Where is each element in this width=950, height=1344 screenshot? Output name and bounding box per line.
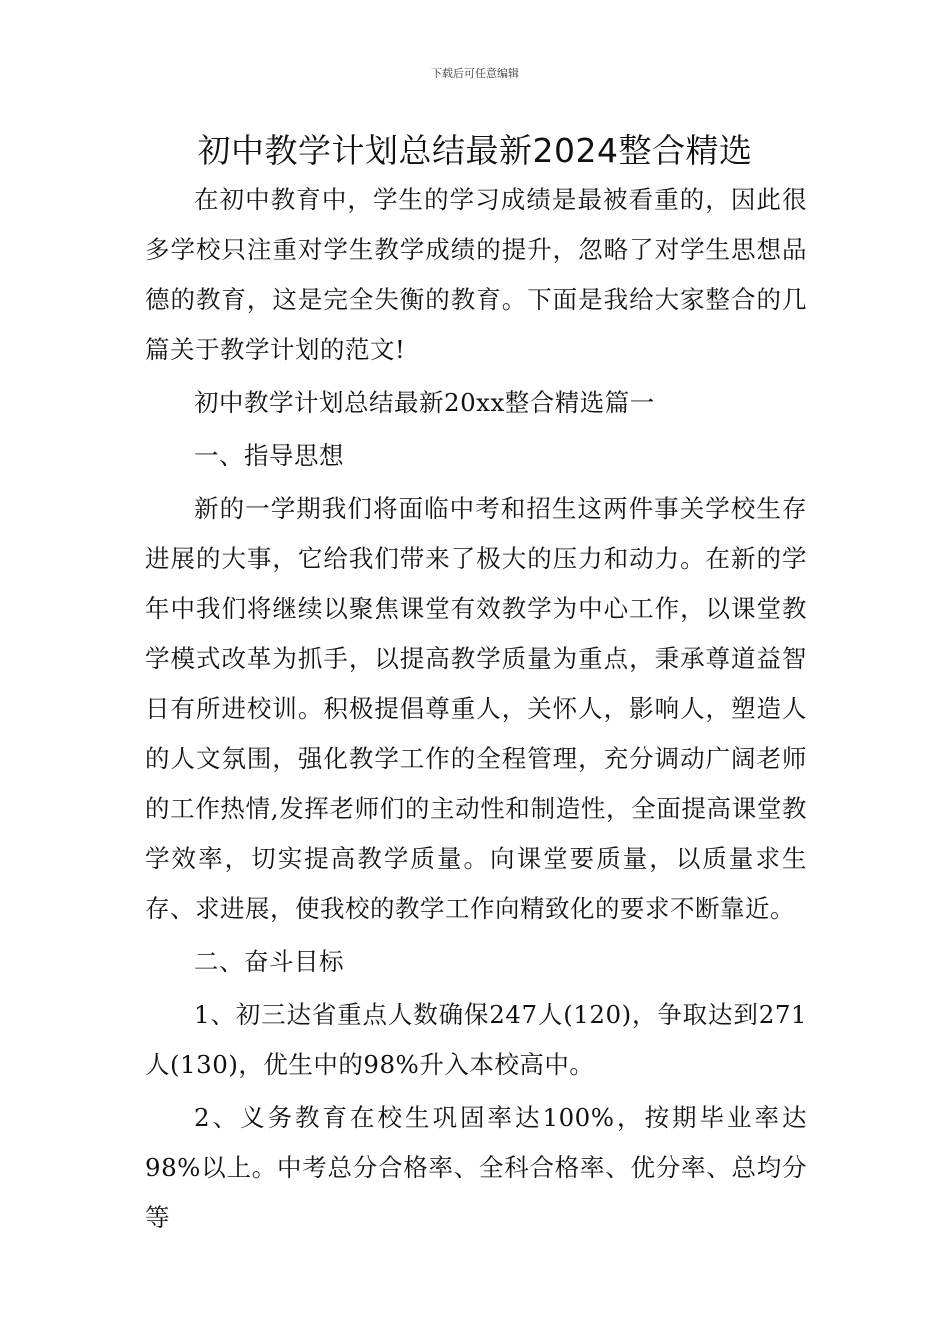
section-heading-part-one: 初中教学计划总结最新20xx整合精选篇一 xyxy=(194,388,655,417)
guiding-thought-paragraph: 新的一学期我们将面临中考和招生这两件事关学校生存进展的大事，它给我们带来了极大的压力和动力。在新的学年中我们将继续以聚焦课堂有效教学为中心工作，以课堂教学模式改革为抓手，以提高教学质量为重点，秉承尊道益智日有所进校训。积极提倡尊重人，关怀人，影响人，塑造人的人文氛围，强化教学工作的全程管理，充分调动广阔老师的工作热情,发挥老师们的主动性和制造性，全面提高课堂教学效率，切实提高教学质量。向课堂要质量，以质量求生存、求进展，使我校的教学工作向精致化的要求不断靠近。 xyxy=(145,494,807,923)
heading-guiding-thought: 一、指导思想 xyxy=(194,441,344,470)
intro-paragraph: 在初中教育中，学生的学习成绩是最被看重的，因此很多学校只注重对学生教学成绩的提升，忽略了对学生思想品德的教育，这是完全失衡的教育。下面是我给大家整合的几篇关于教学计划的范文! xyxy=(145,185,807,364)
document-body xyxy=(145,175,807,1243)
goal-item-2: 2、义务教育在校生巩固率达100%，按期毕业率达98%以上。中考总分合格率、全科合格率、优分率、总均分等 xyxy=(145,1103,807,1232)
goal-item-1: 1、初三达省重点人数确保247人(120)，争取达到271人(130)，优生中的98%升入本校高中。 xyxy=(145,1000,807,1079)
header-note: 下载后可任意编辑 xyxy=(431,67,519,80)
document-title: 初中教学计划总结最新2024整合精选 xyxy=(197,131,753,170)
heading-goals: 二、奋斗目标 xyxy=(194,947,344,976)
